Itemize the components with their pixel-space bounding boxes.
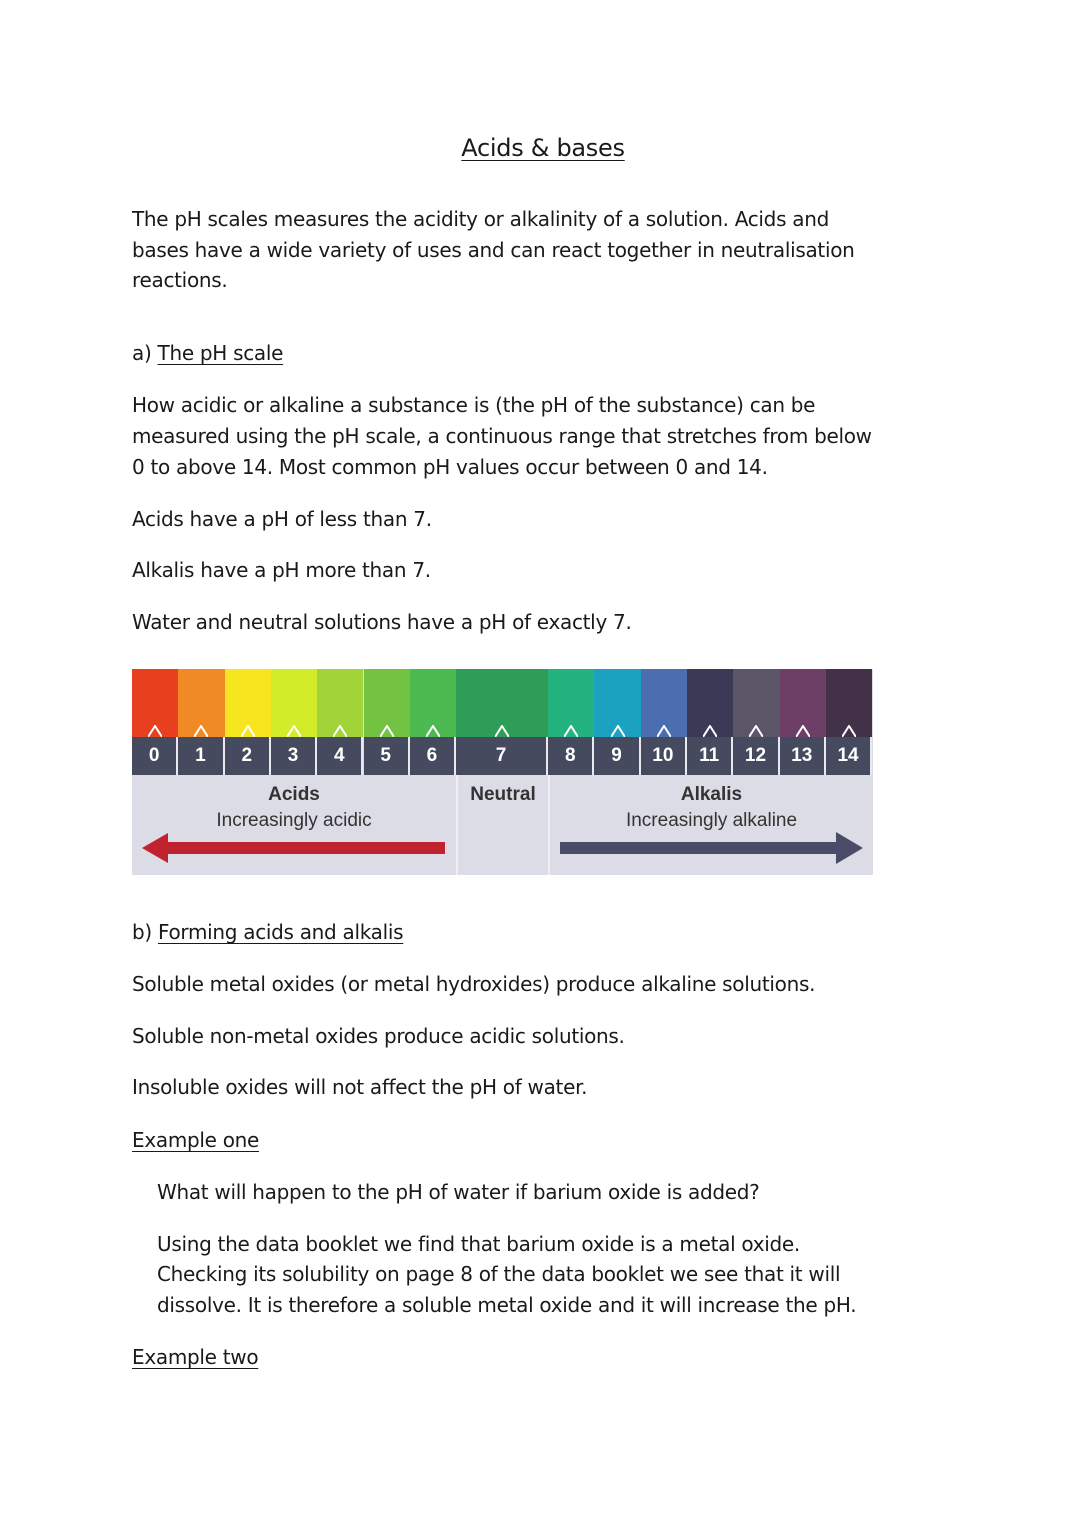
arrows bbox=[132, 829, 873, 869]
notch-icon bbox=[333, 725, 347, 737]
ph-number: 12 bbox=[733, 737, 779, 775]
answer-line: dissolve. It is therefore a soluble metal oxide and it will increase the pH. bbox=[157, 1293, 857, 1317]
notch-icon bbox=[426, 725, 440, 737]
ph-scale-diagram bbox=[132, 669, 873, 875]
para-line: How acidic or alkaline a substance is (the pH of the substance) can be bbox=[132, 393, 816, 417]
notch-icon bbox=[703, 725, 717, 737]
alkalis-sublabel: Increasingly alkaline bbox=[625, 810, 798, 831]
ph-number: 9 bbox=[594, 737, 640, 775]
answer-line: Using the data booklet we find that barium oxide is a metal oxide. bbox=[157, 1232, 800, 1256]
right-arrow-icon bbox=[560, 832, 863, 864]
ph-number: 7 bbox=[456, 737, 548, 775]
para-line: measured using the pH scale, a continuous range that stretches from below bbox=[132, 424, 872, 448]
intro-line: bases have a wide variety of uses and can react together in neutralisation bbox=[132, 238, 855, 262]
section-b-prefix: b) bbox=[132, 920, 152, 944]
water-statement: Water and neutral solutions have a pH of exactly 7. bbox=[132, 610, 632, 634]
ph-number: 10 bbox=[641, 737, 687, 775]
left-arrow-icon bbox=[142, 833, 445, 863]
example-one-question: What will happen to the pH of water if barium oxide is added? bbox=[157, 1180, 760, 1204]
acids-sublabel: Increasingly acidic bbox=[216, 810, 372, 831]
ph-number: 6 bbox=[410, 737, 456, 775]
notch-icon bbox=[796, 725, 810, 737]
notch-icon bbox=[495, 725, 509, 737]
section-a-heading bbox=[132, 341, 283, 365]
alkalis-statement: Alkalis have a pH more than 7. bbox=[132, 558, 431, 582]
intro-line: reactions. bbox=[132, 268, 228, 292]
section-a-title: The pH scale bbox=[157, 341, 284, 365]
acids-label: Acids bbox=[268, 784, 320, 805]
notch-icon bbox=[380, 725, 394, 737]
ph-number: 14 bbox=[826, 737, 872, 775]
ph-number: 0 bbox=[132, 737, 178, 775]
ph-number: 11 bbox=[687, 737, 733, 775]
ph-number: 13 bbox=[780, 737, 826, 775]
section-b-title: Forming acids and alkalis bbox=[157, 920, 404, 944]
ph-number: 3 bbox=[271, 737, 317, 775]
notch-icon bbox=[241, 725, 255, 737]
notch-icon bbox=[287, 725, 301, 737]
section-b-heading bbox=[132, 920, 403, 944]
statement: Soluble metal oxides (or metal hydroxides) produce alkaline solutions. bbox=[132, 972, 816, 996]
intro-line: The pH scales measures the acidity or alkalinity of a solution. Acids and bbox=[132, 207, 829, 231]
ph-number: 1 bbox=[178, 737, 224, 775]
acids-statement: Acids have a pH of less than 7. bbox=[132, 507, 432, 531]
notch-icon bbox=[657, 725, 671, 737]
example-two-heading: Example two bbox=[132, 1345, 259, 1369]
para-line: 0 to above 14. Most common pH values occur between 0 and 14. bbox=[132, 455, 768, 479]
ph-number: 2 bbox=[225, 737, 271, 775]
answer-line: Checking its solubility on page 8 of the data booklet we see that it will bbox=[157, 1262, 841, 1286]
notch-icon bbox=[842, 725, 856, 737]
notch-icon bbox=[148, 725, 162, 737]
neutral-label: Neutral bbox=[470, 784, 536, 805]
notch-icon bbox=[564, 725, 578, 737]
statement: Soluble non-metal oxides produce acidic solutions. bbox=[132, 1024, 625, 1048]
page-title: Acids & bases bbox=[461, 134, 625, 162]
notch-icon bbox=[194, 725, 208, 737]
example-one-heading: Example one bbox=[132, 1128, 260, 1152]
alkalis-label: Alkalis bbox=[680, 784, 743, 805]
statement: Insoluble oxides will not affect the pH of water. bbox=[132, 1075, 588, 1099]
notch-icon bbox=[749, 725, 763, 737]
section-a-prefix: a) bbox=[132, 341, 152, 365]
notch-icon bbox=[611, 725, 625, 737]
ph-number: 4 bbox=[317, 737, 363, 775]
ph-number: 5 bbox=[364, 737, 410, 775]
ph-number: 8 bbox=[548, 737, 594, 775]
